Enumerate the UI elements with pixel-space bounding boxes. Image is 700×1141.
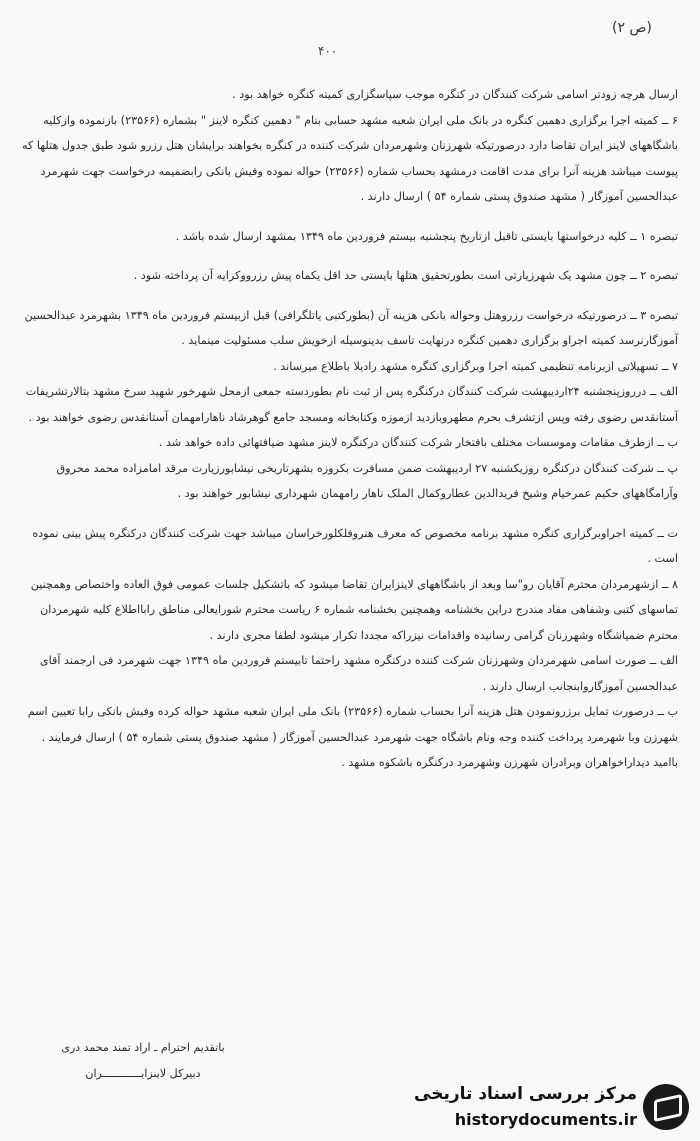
paragraph-7-te: ت ــ کمیته اجراوبرگزاری کنگره مشهد برنامه مخصوص که معرف هنروفلکلورخراسان میباشد جهت شرکت کنندگان درکنگره پیش بینی نموده است . — [32, 526, 678, 565]
signature-line-1: باتقدیم احترام ـ اراد تمند محمد دری — [61, 1041, 225, 1054]
document-body — [20, 82, 678, 776]
signature-line-2: دبیرکل لاینزایــــــــــــران — [85, 1067, 201, 1080]
paragraph-7-alef: الف ــ درروزپنجشنبه ۲۴اردیبهشت شرکت کنندگان درکنگره پس از ثبت نام بطوردسته جمعی ازمحل شهرخور شهید سرخ مشهد بتالارتشریفات آستانقدس رضوی رفته وپس ازتشرف بحرم مطهروبازدید ازموزه وکتابخانه ومسجد جامع گوهرشاد ناهارامهمان آستانقدس رضوی خواهند بود . — [25, 385, 678, 424]
paragraph-8-alef: الف ــ صورت اسامی شهرمردان وشهرزنان شرکت کننده درکنگره مشهد راحتما تابیستم فروردین ماه ۱۳۴۹ جهت شهرمرد فی ارجمند آقای عبدالحسین آموزگاروابنجانب ارسال دارند . — [39, 654, 678, 693]
top-number: ۴۰۰ — [318, 44, 338, 58]
paragraph-7-pe: پ ــ شرکت کنندگان درکنگره روزیکشنبه ۲۷ اردیبهشت ضمن مسافرت بکروزه بشهرتاریخی نیشابورزیارت مرقد امامزاده محمد محروق وآرامگاههای حکیم عمرخیام وشیخ فریدالدین عطاروکمال الملک ناهار رامهمان شهرداری نیشابور خواهند بود . — [56, 461, 678, 500]
archive-book-icon — [643, 1084, 689, 1130]
watermark-title: مرکز بررسی اسناد تاریخی — [414, 1084, 637, 1104]
paragraph-note-1: تبصره ۱ ــ کلیه درخواستها بایستی تاقبل ازتاریخ پنجشنبه بیستم فروردین ماه ۱۳۴۹ بمشهد ارسال شده باشد . — [175, 229, 678, 243]
watermark-url: historydocuments.ir — [454, 1110, 637, 1129]
page-number: (ص ۲) — [612, 20, 652, 36]
paragraph-item-6: ۶ ــ کمیته اجرا برگزاری دهمین کنگره در بانک ملی ایران شعبه مشهد حسابی بنام " دهمین کنگره لاینز " بشماره (۲۳۵۶۶) بازنموده وازکلیه باشگاههای لاینز ایران تقاضا دارد درصورتیکه شهرزنان وشهرمردان شرکت کننده در کنگره بخواهند برایشان هتل رزرو شود طبق جدول هتلها که پیوست میباشد هزینه آنرا برای مدت اقامت درمشهد بحساب شماره (۲۳۵۶۶) حواله نموده وفیش بانکی رابضمیمه درخواست جهت شهرمرد عبدالحسین آموزگار ( مشهد صندوق پستی شماره ۵۴ ) ارسال دارند . — [21, 113, 678, 203]
watermark — [410, 1080, 695, 1138]
paragraph-note-2: تبصره ۲ ــ چون مشهد یک شهرزیارتی است بطورتحقیق هتلها بایستی حد اقل یکماه پیش رزرووکرایه آن پرداخته شود . — [133, 269, 678, 282]
signature-block — [18, 1035, 268, 1087]
paragraph-closing: باامید دیداراخواهران وبرادران شهرزن وشهرمرد درکنگره باشکوه مشهد . — [341, 756, 678, 769]
paragraph-item-7: ۷ ــ تسهیلاتی ازبرنامه تنظیمی کمیته اجرا وبرگزاری کنگره مشهد رادیلا باطلاع میرساند . — [273, 359, 678, 373]
paragraph-note-3: تبصره ۳ ــ درصورتیکه درخواست رزروهتل وحواله بانکی هزینه آن (بطورکتبی یاتلگرافی) قبل ازبیستم فروردین ماه ۱۳۴۹ بشهرمرد عبدالحسین آموزگارنرسد کمیته اجراو برگزاری دهمین کنگره درنهایت تاسف بدینوسیله ازخویش سلب مسئولیت مینماید . — [24, 308, 678, 347]
paragraph-7-be: ب ــ ازطرف مقامات وموسسات مختلف بافتخار شرکت کنندگان درکنگره لاینز مشهد ضیافتهائی داده خواهد شد . — [158, 436, 678, 449]
paragraph-item-8: ۸ ــ ازشهرمردان محترم آقایان رو"سا وبعد از باشگاههای لاینزایران تقاضا میشود که باتشکیل جلسات عمومی فوق العاده واختصاص وهمچنین تماسهای کتبی وشفاهی مفاد مندرج دراین بخشنامه وهمچنین بخشنامه شماره ۶ ریاست محترم شورایعالی مناطق رابااطلاع کلیه شهرمردان محترم ضمیاشگاه وشهرزنان گرامی رسانیده واقدامات نیزراکه مجددا تکرار میشود لطفا مجری دارند . — [30, 577, 678, 642]
paragraph-intro: ارسال هرچه زودتر اسامی شرکت کنندگان در کنگره موجب سپاسگزاری کمیته کنگره خواهد بود . — [232, 88, 678, 101]
paragraph-8-be: ب ــ درصورت تمایل برزرونمودن هتل هزینه آنرا بحساب شماره (۲۳۵۶۶) بانک ملی ایران شعبه مشهد حواله کرده وفیش بانکی رابا تعیین اسم شهرزن وبا شهرمرد پرداخت کننده وجه ونام باشگاه جهت شهرمرد عبدالحسین آموزگار ( مشهد صندوق پستی شماره ۵۴ ) ارسال فرمایند . — [27, 705, 678, 744]
